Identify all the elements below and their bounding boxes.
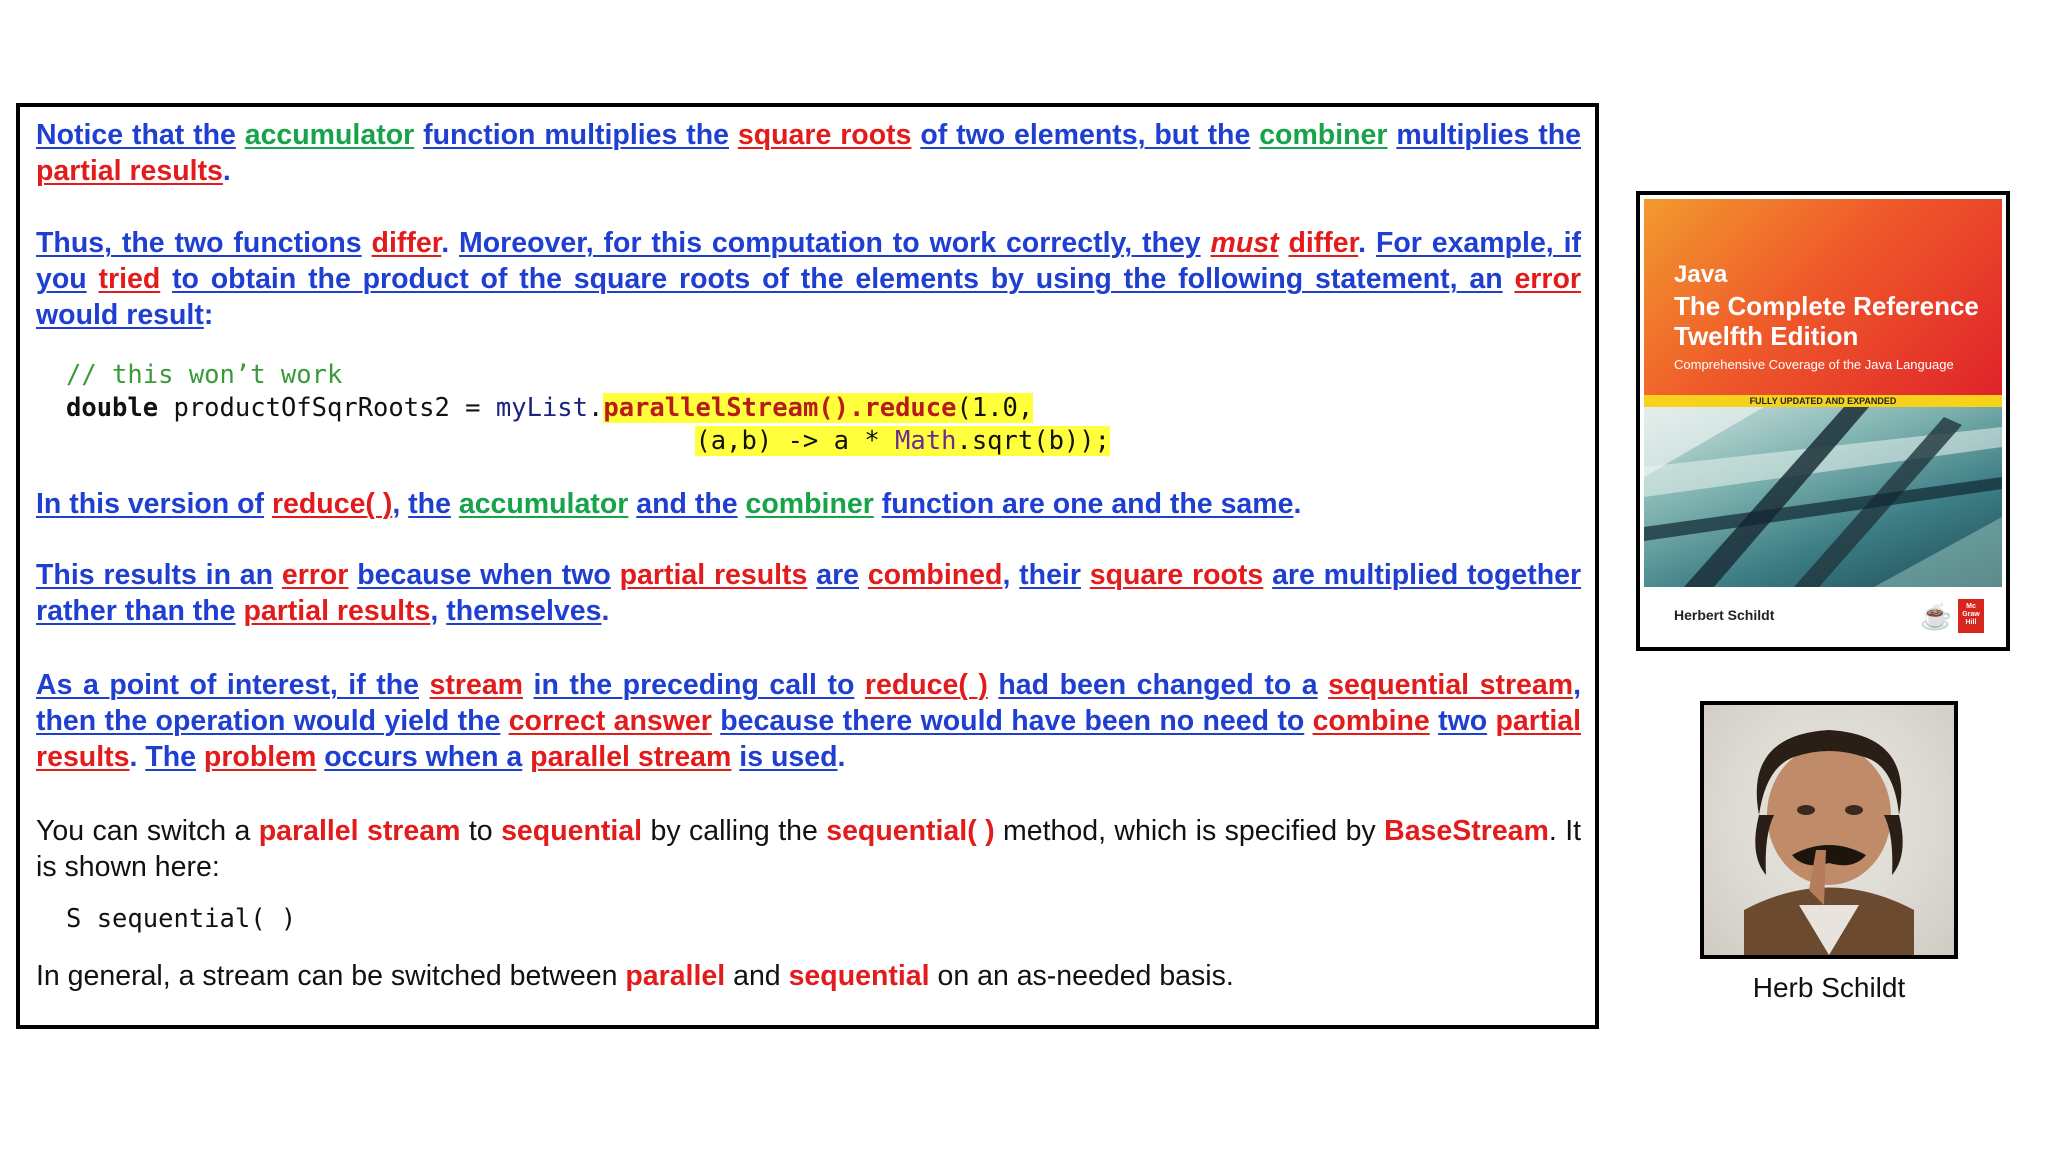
cover-author: Herbert Schildt xyxy=(1674,607,1775,623)
term-sequential-stream: sequential stream xyxy=(1328,669,1574,701)
punctuation: , xyxy=(1573,669,1582,701)
term-must: must xyxy=(1210,227,1279,259)
paragraph-switch-sequential xyxy=(36,813,1581,885)
cover-java-title: Java xyxy=(1674,261,1728,288)
paragraph-functions-differ xyxy=(36,225,1581,333)
cover-title-line: The Complete Reference xyxy=(1674,291,1979,321)
text-run: and xyxy=(733,960,781,992)
text-run: to obtain the product of the square roots of the elements by using the following statement, an xyxy=(172,263,1503,295)
text-run: are xyxy=(816,559,860,591)
cover-main-title xyxy=(1674,291,1994,351)
code-text: . xyxy=(588,393,604,423)
term-combiner: combiner xyxy=(745,488,874,520)
text-run: Moreover, for this computation to work correctly, they xyxy=(459,227,1201,259)
text-run: multiplies the xyxy=(1396,119,1582,151)
term-accumulator: accumulator xyxy=(244,119,415,151)
term-partial-results: partial results xyxy=(619,559,808,591)
term-error: error xyxy=(281,559,349,591)
text-run: the xyxy=(408,488,451,520)
term-parallel-stream: parallel stream xyxy=(530,741,732,773)
punctuation: . xyxy=(1358,227,1367,259)
text-run: in the preceding call to xyxy=(533,669,855,701)
text-run: Notice that the xyxy=(36,119,236,151)
text-run: method, which is specified by xyxy=(1003,815,1376,847)
punctuation: , xyxy=(1002,559,1011,591)
code-highlight-call: .sqrt(b)); xyxy=(956,426,1110,456)
term-error: error xyxy=(1514,263,1581,295)
author-portrait-graphic xyxy=(1704,705,1954,955)
punctuation: . xyxy=(837,741,846,773)
term-partial-results: partial results xyxy=(36,705,1582,773)
punctuation: : xyxy=(203,299,214,331)
code-highlight-args: (1.0, xyxy=(956,393,1034,423)
punctuation: . xyxy=(129,741,138,773)
code-object: myList xyxy=(495,393,589,423)
term-basestream: BaseStream xyxy=(1384,815,1549,847)
text-run: Thus, the two functions xyxy=(36,227,362,259)
text-run: In general, a stream can be switched between xyxy=(36,960,618,992)
java-logo-icon: ☕ xyxy=(1920,601,1953,631)
punctuation: . xyxy=(1293,488,1302,520)
code-indent xyxy=(66,426,695,456)
punctuation: . xyxy=(601,595,610,627)
term-square-roots: square roots xyxy=(737,119,912,151)
text-run: because when two xyxy=(357,559,611,591)
paragraph-general xyxy=(36,958,1581,994)
term-combiner: combiner xyxy=(1259,119,1388,151)
text-run: As a point of interest, if the xyxy=(36,669,419,701)
code-highlight-lambda: (a,b) -> a * xyxy=(695,426,896,456)
text-run: then the operation would yield the xyxy=(36,705,501,737)
cover-subtitle: Comprehensive Coverage of the Java Language xyxy=(1674,357,1954,372)
term-sequential: sequential xyxy=(501,815,643,847)
cover-footer xyxy=(1644,587,2002,647)
punctuation: . xyxy=(441,227,450,259)
code-highlight-method: parallelStream().reduce xyxy=(603,393,957,423)
notes-panel xyxy=(16,103,1599,1029)
text-run: The xyxy=(145,741,196,773)
term-combine: combine xyxy=(1312,705,1430,737)
cover-art-graphic xyxy=(1644,407,2002,587)
term-problem: problem xyxy=(203,741,317,773)
code-block-product xyxy=(36,359,1581,458)
text-run: function multiplies the xyxy=(423,119,729,151)
term-parallel-stream: parallel stream xyxy=(258,815,461,847)
code-text: productOfSqrRoots2 = xyxy=(158,393,496,423)
text-run: You can switch a xyxy=(36,815,251,847)
text-run: . It is shown here: xyxy=(36,815,1582,883)
paragraph-accumulator-combiner xyxy=(36,117,1581,189)
code-comment: // this won’t work xyxy=(66,360,343,390)
author-caption: Herb Schildt xyxy=(1752,972,1906,1003)
term-parallel: parallel xyxy=(625,960,726,992)
code-block-sequential: S sequential( ) xyxy=(66,904,297,934)
text-run: two xyxy=(1438,705,1488,737)
punctuation: . xyxy=(222,155,231,187)
term-accumulator: accumulator xyxy=(458,488,629,520)
text-run: by calling the xyxy=(650,815,818,847)
term-reduce: reduce( ) xyxy=(864,669,988,701)
term-tried: tried xyxy=(98,263,161,295)
text-run: their xyxy=(1019,559,1081,591)
paragraph-same-function xyxy=(36,486,1581,522)
term-reduce: reduce( ) xyxy=(271,488,393,520)
term-differ: differ xyxy=(1288,227,1359,259)
term-sequential: sequential xyxy=(788,960,930,992)
text-run: themselves xyxy=(446,595,602,627)
term-partial-results: partial results xyxy=(36,155,223,187)
book-cover xyxy=(1636,191,2010,651)
cover-top-panel xyxy=(1644,199,2002,395)
term-stream: stream xyxy=(429,669,524,701)
text-run: In this version of xyxy=(36,488,265,520)
code-highlight-class: Math xyxy=(895,426,957,456)
text-run: For example, if you xyxy=(36,227,1581,295)
cover-band: FULLY UPDATED AND EXPANDED xyxy=(1644,395,2002,407)
text-run: This results in an xyxy=(36,559,274,591)
text-run: and the xyxy=(636,488,738,520)
text-run: of two elements, but the xyxy=(920,119,1251,151)
text-run: is used xyxy=(739,741,838,773)
text-run: would result xyxy=(36,299,204,331)
term-square-roots: square roots xyxy=(1089,559,1264,591)
term-partial-results: partial results xyxy=(243,595,431,627)
text-run: are multiplied together rather than the xyxy=(36,559,1582,627)
text-run: occurs when a xyxy=(324,741,523,773)
punctuation: , xyxy=(392,488,401,520)
text-run: function are one and the same xyxy=(881,488,1294,520)
author-photo xyxy=(1700,701,1958,959)
text-run: had been changed to a xyxy=(998,669,1318,701)
term-combined: combined xyxy=(867,559,1003,591)
term-differ: differ xyxy=(371,227,442,259)
punctuation: , xyxy=(430,595,439,627)
code-keyword: double xyxy=(66,393,159,423)
text-run: to xyxy=(468,815,493,847)
term-correct-answer: correct answer xyxy=(508,705,712,737)
text-run: because there would have been no need to xyxy=(720,705,1305,737)
paragraph-sequential-note xyxy=(36,667,1581,775)
cover-architecture-image xyxy=(1644,407,2002,587)
publisher-logo: Mc Graw Hill xyxy=(1958,599,1984,633)
text-run: on an as-needed basis. xyxy=(937,960,1234,992)
cover-title-line: Twelfth Edition xyxy=(1674,321,1859,351)
term-sequential-method: sequential( ) xyxy=(826,815,995,847)
paragraph-error-explanation xyxy=(36,557,1581,629)
